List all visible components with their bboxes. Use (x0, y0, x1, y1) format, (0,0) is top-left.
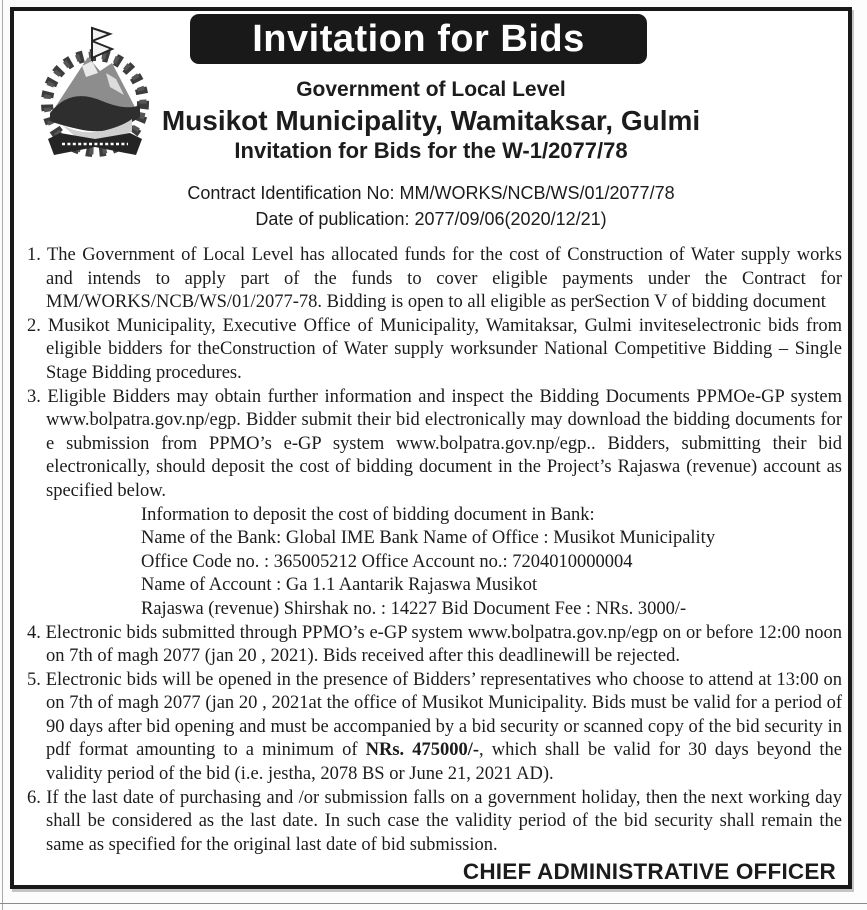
bid-security-amount: NRs. 475000/- (365, 740, 480, 761)
notice-item-3 (27, 386, 842, 622)
item-5-text-before: Electronic bids will be opened in the presence of Bidders’ representatives who choose to attend at 13:00 on on 7th of magh 2077 (jan 20 , 2021at the office of Musikot Municipality. Bids must be valid for a period of 90 days after bid opening and must be accompanied by a bid security or scanned copy of the bid security in pdf format amounting to a minimum of (45, 669, 842, 761)
bid-reference-line: Invitation for Bids for the W-1/2077/78 (234, 138, 628, 163)
publication-date-line: Date of publication: 2077/09/06(2020/12/21) (255, 209, 607, 229)
item-2-text: Musikot Municipality, Executive Office of Municipality, Wamitaksar, Gulmi inviteselectronic bids from eligible bidders for theConstruction of Water supply worksunder National Competitive Bidding – Single Stage Bidding procedures. (46, 315, 843, 383)
notice-item-2 (27, 315, 842, 386)
item-3-number: 3. (27, 386, 41, 407)
item-5-text-after: , which shall be valid for 30 days beyond the validity period of the bid (i.e. jestha, 2078 BS or June 21, 2021 AD). (46, 740, 842, 785)
page-column-rule (2, 0, 3, 910)
item-2-number: 2. (27, 315, 41, 336)
bank-deposit-info (141, 504, 842, 622)
notice-item-6 (27, 787, 842, 858)
item-4-number: 4. (27, 622, 41, 643)
bank-name-line: Name of the Bank: Global IME Bank Name of Office : Musikot Municipality (141, 528, 716, 549)
notice-item-4 (27, 622, 842, 669)
notice-item-list (27, 244, 842, 857)
office-code-account-line: Office Code no. : 365005212 Office Account no.: 7204010000004 (141, 551, 633, 572)
contract-identification-line: Contract Identification No: MM/WORKS/NCB/WS/01/2077/78 (187, 183, 675, 203)
nepal-coat-of-arms (32, 21, 158, 167)
invitation-for-bids-banner (190, 14, 647, 64)
item-3-text: Eligible Bidders may obtain further information and inspect the Bidding Documents PPMOe-GP system www.bolpatra.gov.np/egp. Bidder submit their bid electronically may download the bidding documents for e submission from PPMO’s e-GP system www.bolpatra.gov.np/egp.. Bidders, submitting their bid electronically, should deposit the cost of bidding document in the Project’s Rajaswa (revenue) account as specified below. (46, 386, 842, 501)
next-advert-top-rule (0, 903, 867, 904)
chief-administrative-officer-signature: CHIEF ADMINISTRATIVE OFFICER (462, 859, 836, 885)
item-1-number: 1. (27, 245, 41, 265)
account-name-line: Name of Account : Ga 1.1 Aantarik Rajaswa Musikot (141, 575, 538, 596)
item-1-text: The Government of Local Level has allocated funds for the cost of Construction of Water supply works and intends to apply part of the funds to cover eligible payments under the Contract for MM/WORKS/NCB/WS/01/2077-78. Bidding is open to all eligible as perSection V of bidding document (46, 245, 842, 313)
government-level-line: Government of Local Level (296, 78, 566, 101)
notice-item-1 (27, 244, 842, 315)
banner-title: Invitation for Bids (252, 17, 585, 60)
item-4-text: Electronic bids submitted through PPMO’s e-GP system www.bolpatra.gov.np/egp on or before 12:00 noon on 7th of magh 2077 (jan 20 , 2021). Bids received after this deadlinewill be rejected. (45, 622, 842, 667)
item-6-number: 6. (27, 787, 41, 808)
notice-item-5 (27, 669, 842, 787)
bank-info-heading: Information to deposit the cost of bidding document in Bank: (141, 504, 595, 525)
item-6-text: If the last date of purchasing and /or submission falls on a government holiday, then the next working day shall be considered as the last date. In such case the validity period of the bid security shall remain the same as specified for the original last date of bid submission. (46, 787, 842, 855)
invitation-notice-box (10, 7, 852, 889)
shirshak-fee-line: Rajaswa (revenue) Shirshak no. : 14227 Bid Document Fee : NRs. 3000/- (141, 598, 687, 619)
municipality-name-line: Musikot Municipality, Wamitaksar, Gulmi (161, 105, 701, 136)
item-5-number: 5. (27, 669, 41, 690)
